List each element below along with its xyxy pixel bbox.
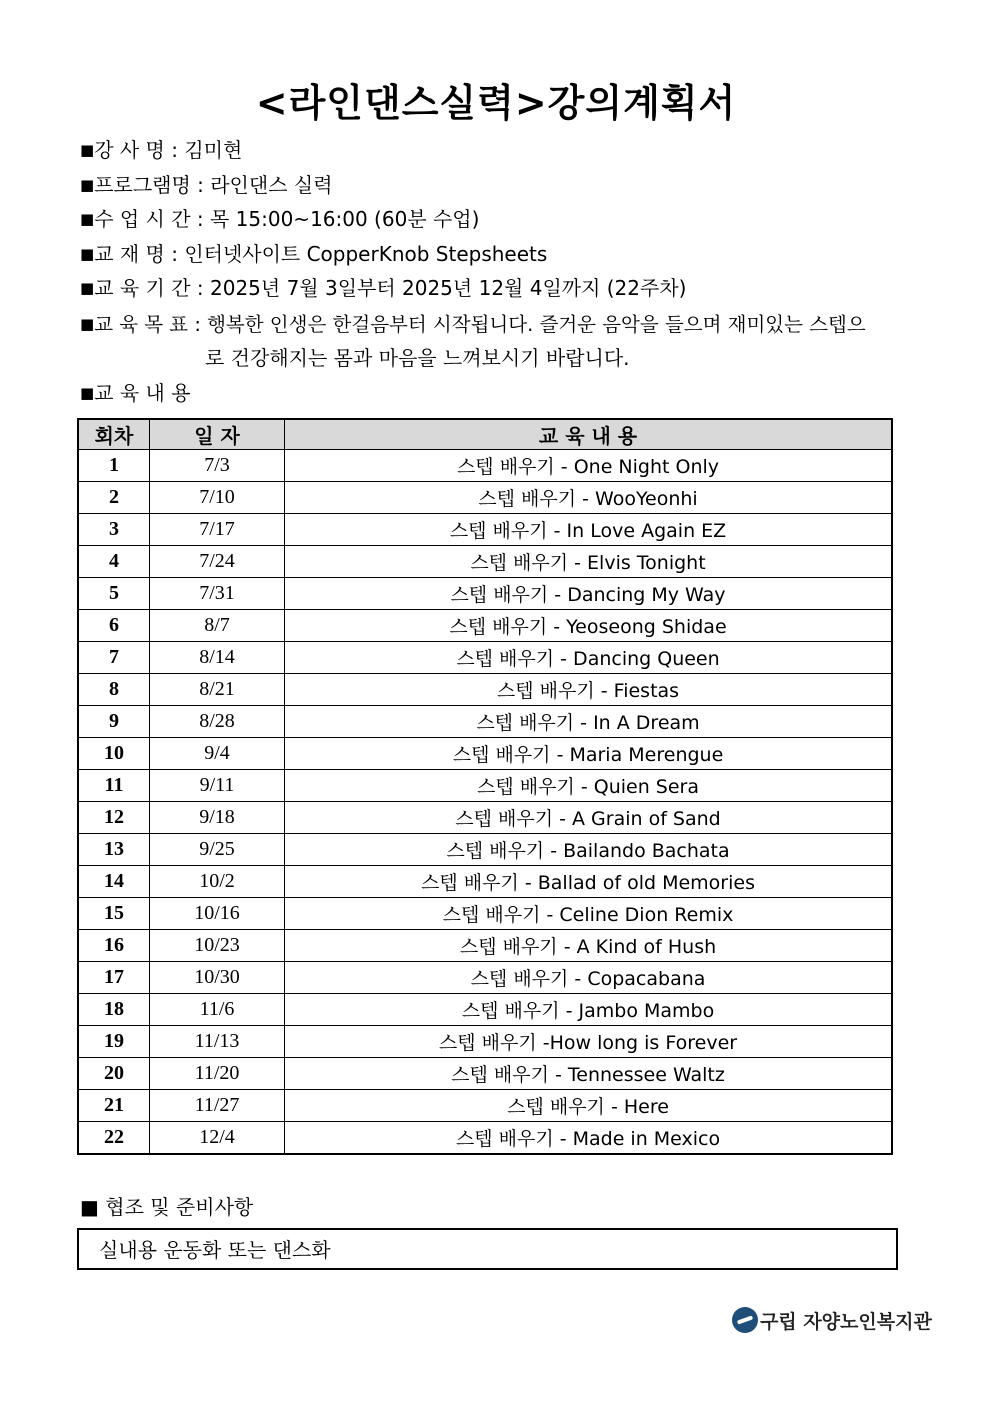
session-content: 스텝 배우기 - Here: [285, 1090, 893, 1122]
table-row: [78, 1026, 892, 1058]
period-text: 교 육 기 간 : 2025년 7월 3일부터 2025년 12월 4일까지 (22주차): [94, 276, 687, 300]
table-row: [78, 706, 892, 738]
table-row: [78, 1122, 892, 1155]
session-content: 스텝 배우기 - Elvis Tonight: [285, 546, 893, 578]
session-number: 21: [78, 1090, 150, 1122]
bullet: ■: [80, 315, 95, 333]
session-number: 19: [78, 1026, 150, 1058]
goal-text: 교 육 목 표 : 행복한 인생은 한걸음부터 시작됩니다. 즐거운 음악을 들으며 재미있는 스텝으: [94, 313, 866, 336]
bullet: ■: [80, 279, 95, 297]
info-textbook: [80, 242, 547, 266]
session-content: 스텝 배우기 - A Grain of Sand: [285, 802, 893, 834]
prep-heading: ■ 협조 및 준비사항: [80, 1195, 254, 1219]
header-session: 회차: [78, 419, 150, 450]
session-date: 9/18: [150, 802, 285, 834]
table-row: [78, 1090, 892, 1122]
table-row: [78, 482, 892, 514]
session-content: 스텝 배우기 - WooYeonhi: [285, 482, 893, 514]
session-number: 9: [78, 706, 150, 738]
session-content: 스텝 배우기 - Ballad of old Memories: [285, 866, 893, 898]
session-content: 스텝 배우기 - In A Dream: [285, 706, 893, 738]
session-date: 9/4: [150, 738, 285, 770]
session-number: 8: [78, 674, 150, 706]
table-row: [78, 674, 892, 706]
info-instructor: [80, 138, 242, 162]
session-number: 4: [78, 546, 150, 578]
session-date: 11/27: [150, 1090, 285, 1122]
session-date: 10/23: [150, 930, 285, 962]
table-row: [78, 930, 892, 962]
session-date: 7/31: [150, 578, 285, 610]
prep-box: [77, 1228, 898, 1270]
table-row: [78, 770, 892, 802]
session-number: 14: [78, 866, 150, 898]
instructor-text: 강 사 명 : 김미현: [94, 138, 243, 162]
session-date: 12/4: [150, 1122, 285, 1155]
logo-text: 구립 자양노인복지관: [760, 1310, 932, 1333]
session-content: 스텝 배우기 - Dancing Queen: [285, 642, 893, 674]
program-text: 프로그램명 : 라인댄스 실력: [94, 173, 333, 197]
session-date: 7/17: [150, 514, 285, 546]
time-text: 수 업 시 간 : 목 15:00~16:00 (60분 수업): [94, 207, 480, 231]
session-content: 스텝 배우기 - Yeoseong Shidae: [285, 610, 893, 642]
info-period: [80, 276, 686, 300]
table-row: [78, 610, 892, 642]
session-content: 스텝 배우기 - Copacabana: [285, 962, 893, 994]
session-content: 스텝 배우기 - Tennessee Waltz: [285, 1058, 893, 1090]
session-content: 스텝 배우기 - One Night Only: [285, 450, 893, 482]
table-row: [78, 578, 892, 610]
logo: [732, 1306, 932, 1334]
table-row: [78, 962, 892, 994]
info-content-label: [80, 381, 191, 405]
session-date: 8/7: [150, 610, 285, 642]
session-number: 10: [78, 738, 150, 770]
table-row: [78, 738, 892, 770]
session-number: 2: [78, 482, 150, 514]
session-content: 스텝 배우기 - Fiestas: [285, 674, 893, 706]
session-date: 9/25: [150, 834, 285, 866]
session-date: 8/28: [150, 706, 285, 738]
session-content: 스텝 배우기 - In Love Again EZ: [285, 514, 893, 546]
session-number: 11: [78, 770, 150, 802]
session-date: 10/16: [150, 898, 285, 930]
session-content: 스텝 배우기 - Quien Sera: [285, 770, 893, 802]
session-number: 20: [78, 1058, 150, 1090]
session-date: 7/3: [150, 450, 285, 482]
session-content: 스텝 배우기 - Made in Mexico: [285, 1122, 893, 1155]
session-date: 7/10: [150, 482, 285, 514]
bullet: ■: [80, 176, 95, 194]
table-row: [78, 994, 892, 1026]
header-content: 교 육 내 용: [285, 419, 893, 450]
session-date: 10/2: [150, 866, 285, 898]
session-number: 1: [78, 450, 150, 482]
table-row: [78, 1058, 892, 1090]
table-body: [78, 450, 892, 1155]
schedule-table: [77, 418, 893, 1155]
session-date: 10/30: [150, 962, 285, 994]
session-number: 15: [78, 898, 150, 930]
info-goal: [80, 312, 866, 337]
session-content: 스텝 배우기 - Bailando Bachata: [285, 834, 893, 866]
table-header-row: [78, 419, 892, 450]
session-content: 스텝 배우기 - Dancing My Way: [285, 578, 893, 610]
session-number: 13: [78, 834, 150, 866]
goal-continuation: 로 건강해지는 몸과 마음을 느껴보시기 바랍니다.: [205, 346, 630, 370]
session-content: 스텝 배우기 - Jambo Mambo: [285, 994, 893, 1026]
session-content: 스텝 배우기 -How long is Forever: [285, 1026, 893, 1058]
table-row: [78, 546, 892, 578]
bullet: ■: [80, 245, 95, 263]
content-label-text: 교 육 내 용: [94, 381, 191, 405]
session-content: 스텝 배우기 - A Kind of Hush: [285, 930, 893, 962]
session-date: 11/6: [150, 994, 285, 1026]
session-number: 3: [78, 514, 150, 546]
session-date: 7/24: [150, 546, 285, 578]
textbook-text: 교 재 명 : 인터넷사이트 CopperKnob Stepsheets: [94, 242, 548, 266]
table-row: [78, 642, 892, 674]
prep-content: 실내용 운동화 또는 댄스화: [99, 1238, 331, 1262]
session-content: 스텝 배우기 - Celine Dion Remix: [285, 898, 893, 930]
table-row: [78, 834, 892, 866]
session-number: 17: [78, 962, 150, 994]
table-row: [78, 450, 892, 482]
header-date: 일 자: [150, 419, 285, 450]
table-row: [78, 514, 892, 546]
session-number: 22: [78, 1122, 150, 1155]
info-time: [80, 207, 479, 231]
table-row: [78, 866, 892, 898]
session-date: 8/14: [150, 642, 285, 674]
session-date: 9/11: [150, 770, 285, 802]
session-date: 11/20: [150, 1058, 285, 1090]
session-number: 18: [78, 994, 150, 1026]
session-number: 6: [78, 610, 150, 642]
session-date: 8/21: [150, 674, 285, 706]
bullet: ■: [80, 384, 95, 402]
session-number: 7: [78, 642, 150, 674]
session-number: 16: [78, 930, 150, 962]
session-number: 5: [78, 578, 150, 610]
page-title: <라인댄스실력>강의계획서: [255, 81, 737, 125]
info-program: [80, 173, 333, 197]
logo-icon: [732, 1307, 758, 1333]
bullet: ■: [80, 141, 95, 159]
session-number: 12: [78, 802, 150, 834]
table-row: [78, 898, 892, 930]
table-row: [78, 802, 892, 834]
bullet: ■: [80, 210, 95, 228]
session-content: 스텝 배우기 - Maria Merengue: [285, 738, 893, 770]
session-date: 11/13: [150, 1026, 285, 1058]
